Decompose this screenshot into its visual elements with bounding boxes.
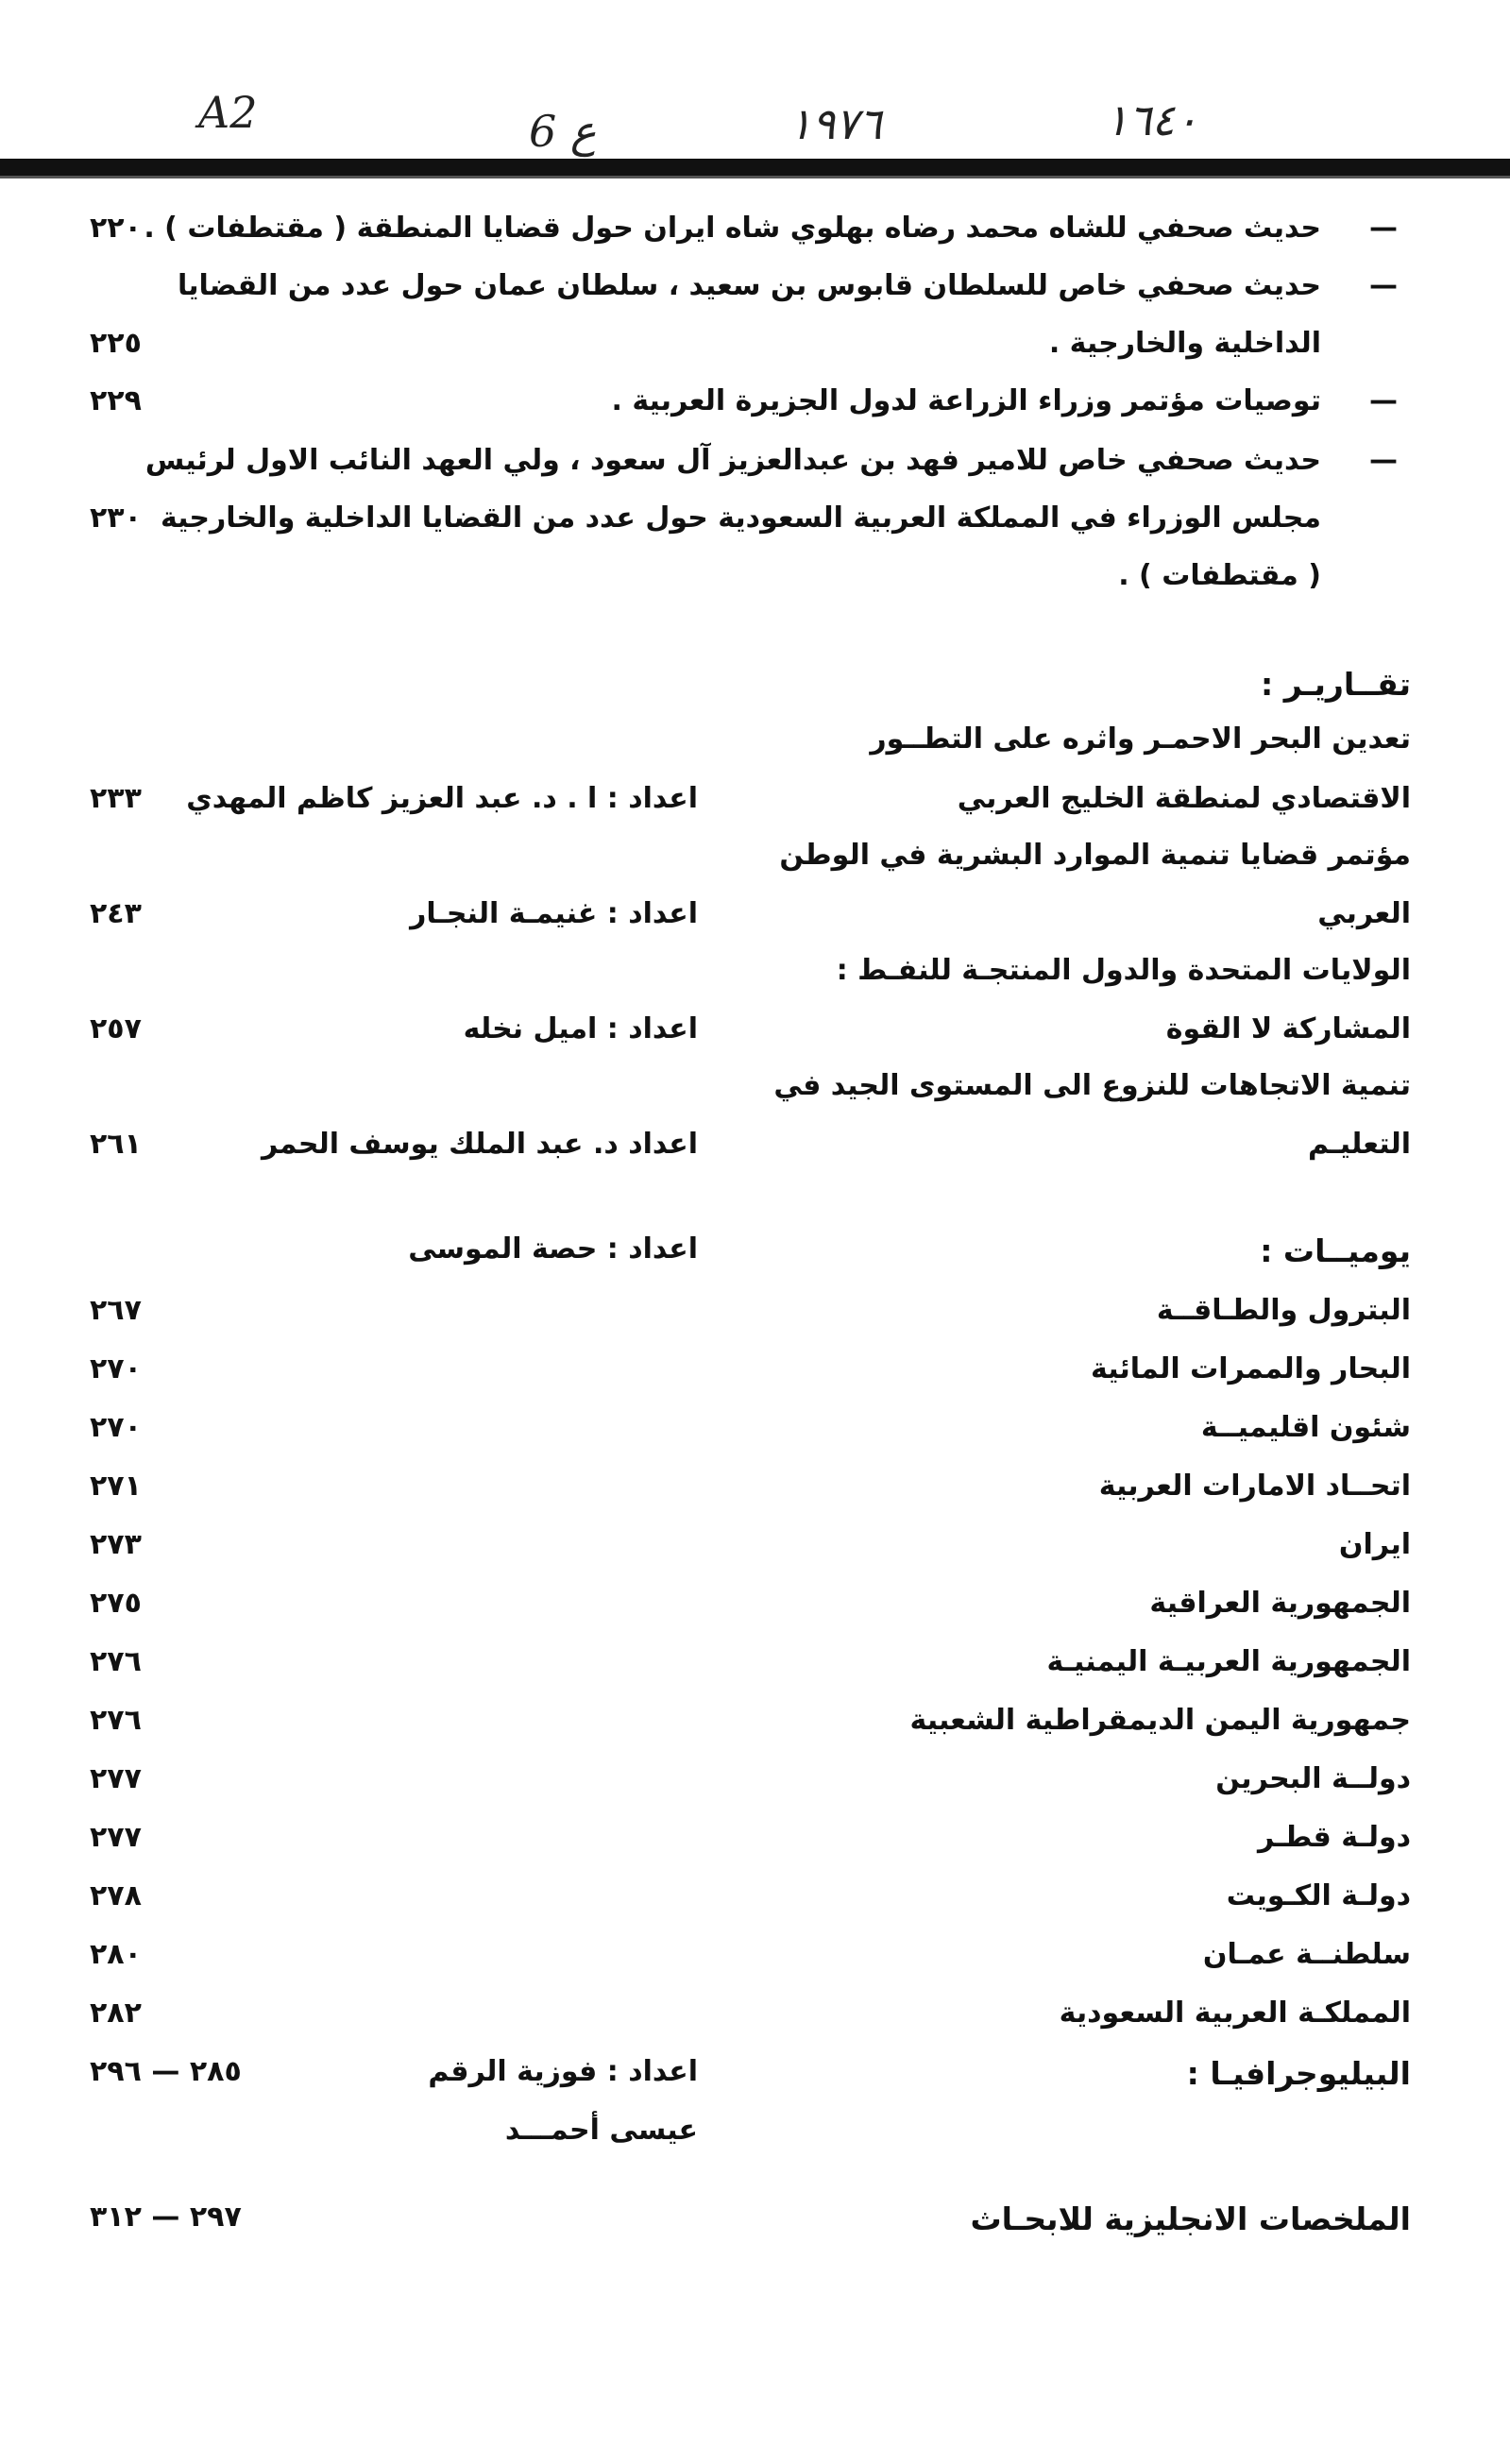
- header-rule: [0, 159, 1510, 176]
- report-4-line-1: تنمية الاتجاهات للنزوع الى المستوى الجيد في: [773, 1069, 1411, 1102]
- report-4-line-2: التعليـم: [1308, 1128, 1411, 1161]
- diary-item: دولــة البحرين: [1215, 1762, 1411, 1795]
- interview-4-line-2: مجلس الوزراء في المملكة العربية السعودية حول عدد من القضايا الداخلية والخارجية: [160, 501, 1321, 535]
- diary-item-page: ٢٧٠: [90, 1411, 142, 1444]
- report-1-line-1: تعدين البحر الاحمـر واثره على التطــور: [870, 722, 1411, 756]
- interview-4-line-1: حديث صحفي خاص للامير فهد بن عبدالعزيز آل سعود ، ولي العهد النائب الاول لرئيس: [144, 444, 1321, 477]
- report-1-line-2: الاقتصادي لمنطقة الخليج العربي: [957, 782, 1411, 815]
- diary-item: دولـة الكـويت: [1226, 1879, 1411, 1912]
- interview-3-page: ٢٢٩: [90, 384, 142, 417]
- report-2-line-1: مؤتمر قضايا تنمية الموارد البشرية في الوطن: [779, 839, 1411, 872]
- bibliography-pages: ٢٨٥ — ٢٩٦: [90, 2055, 242, 2088]
- report-2-prepared: اعداد : غنيمـة النجـار: [410, 897, 698, 930]
- bullet-dash: —: [1369, 212, 1398, 245]
- summaries-pages: ٢٩٧ — ٣١٢: [90, 2201, 242, 2234]
- handwritten-mark-issue: 6 ع: [529, 106, 597, 157]
- diary-item: الجمهورية العراقية: [1149, 1587, 1411, 1620]
- diaries-heading: يوميــات :: [1260, 1232, 1411, 1269]
- report-1-prepared: اعداد : ا . د. عبد العزيز كاظم المهدي: [186, 782, 698, 815]
- report-4-prepared: اعداد د. عبد الملك يوسف الحمر: [262, 1128, 698, 1161]
- handwritten-mark-year: ١٩٧٦: [789, 98, 882, 149]
- diary-item-page: ٢٧٦: [90, 1704, 142, 1737]
- diary-item-page: ٢٧٥: [90, 1587, 142, 1620]
- diary-item-page: ٢٧١: [90, 1470, 142, 1503]
- bibliography-heading: البيليوجرافيـا :: [1186, 2055, 1411, 2092]
- diary-item: البترول والطـاقــة: [1156, 1294, 1411, 1327]
- report-1-page: ٢٣٣: [90, 782, 142, 815]
- report-3-prepared: اعداد : اميل نخله: [463, 1012, 698, 1045]
- diary-item-page: ٢٨٠: [90, 1938, 142, 1971]
- handwritten-mark-number: ١٦٤٠: [1105, 94, 1198, 145]
- bibliography-prepared-2: عيسى أحمـــد: [504, 2114, 698, 2147]
- diary-item-page: ٢٧٧: [90, 1821, 142, 1854]
- interview-2-page: ٢٢٥: [90, 327, 142, 360]
- interview-1-line-1: حديث صحفي للشاه محمد رضاه بهلوي شاه ايران حول قضايا المنطقة ( مقتطفات ) .: [144, 212, 1321, 245]
- diary-item: البحار والممرات المائية: [1091, 1352, 1411, 1385]
- summaries-heading: الملخصات الانجليزية للابحـاث: [970, 2201, 1411, 2237]
- bullet-dash: —: [1369, 269, 1398, 302]
- diary-item: سلطنــة عمـان: [1202, 1938, 1411, 1971]
- bullet-dash: —: [1369, 384, 1398, 417]
- report-4-page: ٢٦١: [90, 1128, 142, 1161]
- report-2-page: ٢٤٣: [90, 897, 142, 930]
- report-3-line-2: المشاركة لا القوة: [1165, 1012, 1411, 1045]
- diary-item-page: ٢٧٣: [90, 1528, 142, 1561]
- interview-2-line-2: الداخلية والخارجية .: [1048, 327, 1321, 360]
- diary-item-page: ٢٧٧: [90, 1762, 142, 1795]
- diary-item: دولـة قطـر: [1258, 1821, 1411, 1854]
- diary-item-page: ٢٧٠: [90, 1352, 142, 1385]
- bullet-dash: —: [1369, 444, 1398, 477]
- diary-item: اتحــاد الامارات العربية: [1098, 1470, 1411, 1503]
- diary-item: جمهورية اليمن الديمقراطية الشعبية: [909, 1704, 1411, 1737]
- interview-2-line-1: حديث صحفي خاص للسلطان قابوس بن سعيد ، سلطان عمان حول عدد من القضايا: [177, 269, 1321, 302]
- diary-item-page: ٢٨٢: [90, 1997, 142, 2030]
- interview-4-page: ٢٣٠: [90, 501, 142, 535]
- reports-heading: تقــاريـر :: [1261, 666, 1411, 703]
- diary-item: المملكـة العربية السعودية: [1059, 1997, 1411, 2030]
- interview-1-page: ٢٢٠: [90, 212, 142, 245]
- header-rule-shadow: [0, 176, 1510, 178]
- interview-3-line-1: توصيات مؤتمر وزراء الزراعة لدول الجزيرة العربية .: [611, 384, 1321, 417]
- report-3-page: ٢٥٧: [90, 1012, 142, 1045]
- bibliography-prepared: اعداد : فوزية الرقم: [428, 2055, 698, 2088]
- diaries-prepared: اعداد : حصة الموسى: [408, 1232, 698, 1266]
- handwritten-mark-a2: A2: [198, 87, 258, 138]
- interview-4-line-3: ( مقتطفات ) .: [1118, 559, 1321, 592]
- diary-item: ايران: [1338, 1528, 1411, 1561]
- diary-item-page: ٢٧٦: [90, 1645, 142, 1678]
- diary-item-page: ٢٦٧: [90, 1294, 142, 1327]
- diary-item: الجمهورية العربيـة اليمنيـة: [1046, 1645, 1411, 1678]
- report-3-line-1: الولايات المتحدة والدول المنتجـة للنفـط :: [836, 954, 1411, 987]
- diary-item: شئون اقليميــة: [1200, 1411, 1411, 1444]
- diary-item-page: ٢٧٨: [90, 1879, 142, 1912]
- report-2-line-2: العربي: [1317, 897, 1411, 930]
